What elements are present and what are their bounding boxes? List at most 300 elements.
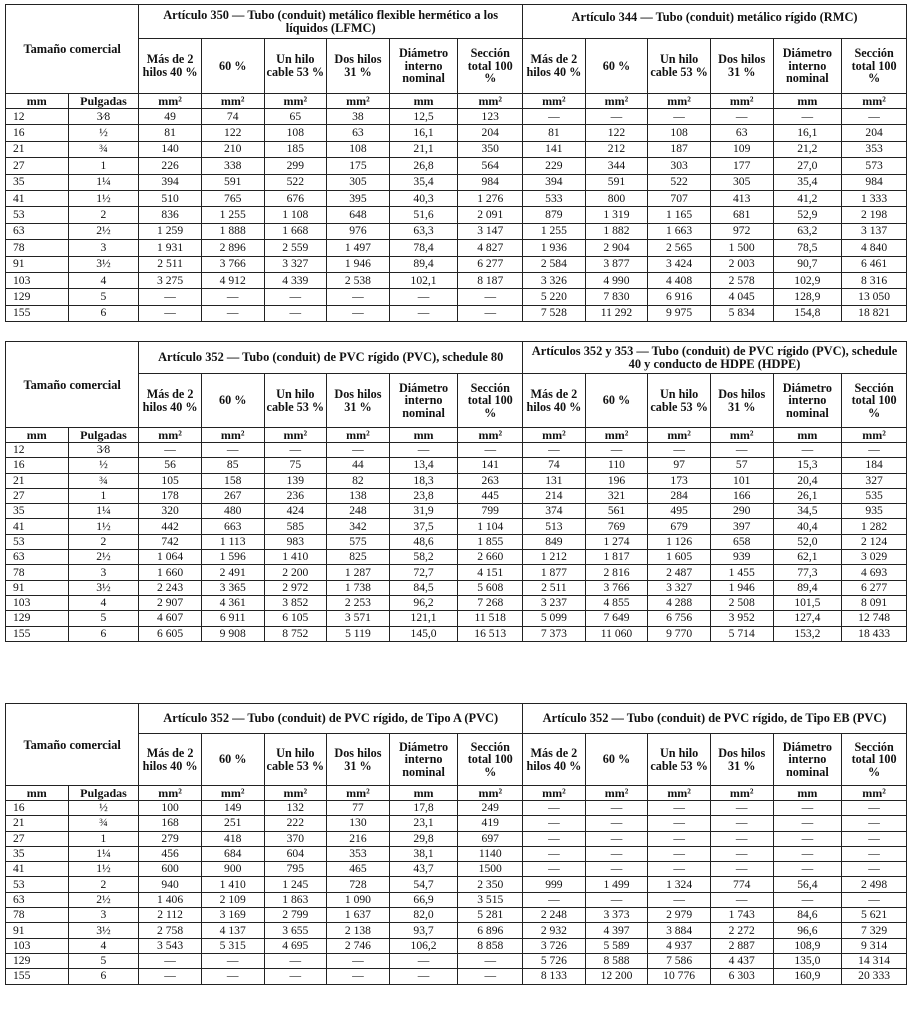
col-header: Diámetro interno nominal	[773, 734, 842, 786]
data-cell: 2 979	[648, 908, 711, 923]
tamano-comercial-header: Tamaño comercial	[6, 342, 139, 428]
data-cell: 394	[523, 174, 586, 190]
col-header: Un hilo cable 53 %	[264, 39, 327, 94]
data-cell: 101	[710, 473, 773, 488]
data-cell: 13,4	[389, 458, 458, 473]
data-cell: 305	[710, 174, 773, 190]
data-cell: —	[264, 305, 327, 321]
data-cell: 3 424	[648, 256, 711, 272]
data-cell: —	[648, 109, 711, 125]
data-cell: 2 487	[648, 565, 711, 580]
data-cell: 535	[842, 488, 907, 503]
data-cell: 3 571	[327, 611, 390, 626]
data-cell: 131	[523, 473, 586, 488]
col-header: Un hilo cable 53 %	[264, 734, 327, 786]
data-cell: 226	[139, 158, 202, 174]
data-cell: 78,4	[389, 240, 458, 256]
data-cell: 1 245	[264, 877, 327, 892]
data-cell: 74	[201, 109, 264, 125]
size-inch-cell: ½	[68, 458, 139, 473]
data-cell: 4 288	[648, 595, 711, 610]
data-cell: 90,7	[773, 256, 842, 272]
data-cell: 251	[201, 816, 264, 831]
data-cell: 267	[201, 488, 264, 503]
data-cell: —	[648, 831, 711, 846]
data-cell: 216	[327, 831, 390, 846]
data-cell: 1 637	[327, 908, 390, 923]
data-cell: 4 912	[201, 272, 264, 288]
data-cell: 1 108	[264, 207, 327, 223]
data-cell: 7 268	[458, 595, 523, 610]
data-cell: 676	[264, 190, 327, 206]
col-header: Un hilo cable 53 %	[648, 374, 711, 428]
table-row	[6, 908, 907, 923]
data-cell: 2 124	[842, 534, 907, 549]
data-cell: 63,3	[389, 223, 458, 239]
data-cell: 4 693	[842, 565, 907, 580]
data-cell: 2 248	[523, 908, 586, 923]
data-cell: 4 937	[648, 938, 711, 953]
data-cell: 40,4	[773, 519, 842, 534]
data-cell: —	[773, 816, 842, 831]
data-cell: —	[201, 443, 264, 458]
size-mm-cell: 129	[6, 611, 69, 626]
data-cell: 3 326	[523, 272, 586, 288]
data-cell: 11 518	[458, 611, 523, 626]
data-cell: 456	[139, 846, 202, 861]
size-mm-cell: 35	[6, 504, 69, 519]
data-cell: 127,4	[773, 611, 842, 626]
col-header: Un hilo cable 53 %	[648, 39, 711, 94]
col-header: Un hilo cable 53 %	[264, 374, 327, 428]
data-cell: 248	[327, 504, 390, 519]
data-cell: 2 491	[201, 565, 264, 580]
data-cell: —	[389, 305, 458, 321]
data-cell: —	[523, 816, 586, 831]
size-inch-cell: 1	[68, 158, 139, 174]
data-cell: 353	[327, 846, 390, 861]
data-cell: 154,8	[773, 305, 842, 321]
data-cell: 84,5	[389, 580, 458, 595]
data-cell: 284	[648, 488, 711, 503]
data-cell: —	[773, 109, 842, 125]
data-cell: 7 586	[648, 953, 711, 968]
data-cell: 37,5	[389, 519, 458, 534]
size-mm-cell: 35	[6, 174, 69, 190]
data-cell: 4 855	[585, 595, 648, 610]
data-cell: 1 410	[201, 877, 264, 892]
data-cell: 3 877	[585, 256, 648, 272]
col-header: 60 %	[585, 39, 648, 94]
table-row	[6, 534, 907, 549]
data-cell: 3 655	[264, 923, 327, 938]
data-cell: 585	[264, 519, 327, 534]
data-cell: 108,9	[773, 938, 842, 953]
data-cell: 3 029	[842, 550, 907, 565]
data-cell: —	[523, 443, 586, 458]
data-cell: 139	[264, 473, 327, 488]
data-cell: 16,1	[389, 125, 458, 141]
data-cell: 679	[648, 519, 711, 534]
data-cell: 6 756	[648, 611, 711, 626]
col-header: Más de 2 hilos 40 %	[139, 374, 202, 428]
size-mm-cell: 91	[6, 256, 69, 272]
data-cell: 41,2	[773, 190, 842, 206]
data-cell: 742	[139, 534, 202, 549]
size-mm-cell: 103	[6, 595, 69, 610]
data-cell: 10 776	[648, 969, 711, 984]
data-cell: 1 855	[458, 534, 523, 549]
col-header: Sección total 100 %	[842, 734, 907, 786]
data-cell: 184	[842, 458, 907, 473]
data-cell: 303	[648, 158, 711, 174]
data-cell: 132	[264, 801, 327, 816]
data-cell: 78,5	[773, 240, 842, 256]
data-cell: 4 827	[458, 240, 523, 256]
unit-cell: mm²	[139, 428, 202, 443]
table-row	[6, 816, 907, 831]
data-cell: 2 272	[710, 923, 773, 938]
size-inch-cell: 6	[68, 305, 139, 321]
data-cell: —	[710, 816, 773, 831]
table-row	[6, 580, 907, 595]
data-cell: 2 746	[327, 938, 390, 953]
data-cell: 18,3	[389, 473, 458, 488]
unit-cell: mm	[773, 428, 842, 443]
data-cell: 2 907	[139, 595, 202, 610]
data-cell: 533	[523, 190, 586, 206]
data-cell: 49	[139, 109, 202, 125]
data-cell: —	[842, 846, 907, 861]
data-cell: 2 932	[523, 923, 586, 938]
size-inch-cell: 2	[68, 877, 139, 892]
data-cell: 4 990	[585, 272, 648, 288]
data-cell: 350	[458, 141, 523, 157]
data-cell: 1 946	[327, 256, 390, 272]
table-row	[6, 125, 907, 141]
data-cell: 57	[710, 458, 773, 473]
data-cell: 591	[201, 174, 264, 190]
data-cell: 1 499	[585, 877, 648, 892]
data-cell: 166	[710, 488, 773, 503]
data-cell: 108	[648, 125, 711, 141]
data-cell: 648	[327, 207, 390, 223]
data-cell: 1 282	[842, 519, 907, 534]
data-cell: —	[773, 831, 842, 846]
article-title-right: Artículo 344 — Tubo (conduit) metálico rígido (RMC)	[523, 5, 907, 39]
data-cell: 38,1	[389, 846, 458, 861]
table-row	[6, 190, 907, 206]
data-cell: 1 663	[648, 223, 711, 239]
data-cell: 20 333	[842, 969, 907, 984]
data-cell: 3 726	[523, 938, 586, 953]
data-cell: —	[710, 892, 773, 907]
col-header: Dos hilos 31 %	[710, 734, 773, 786]
unit-cell: mm²	[458, 94, 523, 109]
size-mm-cell: 63	[6, 550, 69, 565]
data-cell: 7 329	[842, 923, 907, 938]
data-cell: 29,8	[389, 831, 458, 846]
data-cell: 4 408	[648, 272, 711, 288]
data-cell: 1 287	[327, 565, 390, 580]
size-mm-cell: 12	[6, 443, 69, 458]
table-row	[6, 141, 907, 157]
data-cell: —	[842, 816, 907, 831]
data-cell: —	[458, 443, 523, 458]
data-cell: 81	[523, 125, 586, 141]
data-cell: 185	[264, 141, 327, 157]
data-cell: 214	[523, 488, 586, 503]
data-cell: 9 314	[842, 938, 907, 953]
data-cell: —	[523, 862, 586, 877]
unit-cell: mm²	[523, 94, 586, 109]
tamano-comercial-header: Tamaño comercial	[6, 704, 139, 786]
data-cell: 825	[327, 550, 390, 565]
data-cell: 279	[139, 831, 202, 846]
data-cell: 89,4	[389, 256, 458, 272]
data-cell: 82	[327, 473, 390, 488]
data-cell: 82,0	[389, 908, 458, 923]
data-cell: 3 365	[201, 580, 264, 595]
unit-cell: mm²	[264, 94, 327, 109]
data-cell: 6 105	[264, 611, 327, 626]
data-cell: —	[327, 305, 390, 321]
data-cell: 2 799	[264, 908, 327, 923]
size-inch-cell: 5	[68, 611, 139, 626]
data-cell: 177	[710, 158, 773, 174]
data-cell: 4 045	[710, 289, 773, 305]
size-mm-cell: 16	[6, 125, 69, 141]
size-mm-cell: 21	[6, 473, 69, 488]
data-cell: 7 649	[585, 611, 648, 626]
data-cell: 1 113	[201, 534, 264, 549]
size-inch-cell: 3½	[68, 580, 139, 595]
data-cell: 21,2	[773, 141, 842, 157]
data-cell: 84,6	[773, 908, 842, 923]
size-mm-cell: 21	[6, 816, 69, 831]
data-cell: —	[139, 443, 202, 458]
data-cell: —	[585, 846, 648, 861]
col-header: Sección total 100 %	[842, 374, 907, 428]
data-cell: 16 513	[458, 626, 523, 641]
data-cell: —	[710, 801, 773, 816]
data-cell: 175	[327, 158, 390, 174]
data-cell: —	[585, 109, 648, 125]
data-cell: 5 834	[710, 305, 773, 321]
data-cell: 35,4	[389, 174, 458, 190]
data-cell: 4 151	[458, 565, 523, 580]
data-cell: 7 528	[523, 305, 586, 321]
data-cell: 2 243	[139, 580, 202, 595]
data-cell: 16,1	[773, 125, 842, 141]
data-cell: 110	[585, 458, 648, 473]
size-mm-cell: 16	[6, 458, 69, 473]
data-cell: 799	[458, 504, 523, 519]
data-cell: 74	[523, 458, 586, 473]
data-cell: —	[264, 443, 327, 458]
data-cell: 173	[648, 473, 711, 488]
data-cell: 397	[710, 519, 773, 534]
data-cell: —	[264, 953, 327, 968]
data-cell: 9 908	[201, 626, 264, 641]
size-mm-cell: 27	[6, 831, 69, 846]
size-inch-cell: ¾	[68, 473, 139, 488]
data-cell: 12 748	[842, 611, 907, 626]
data-cell: 3 515	[458, 892, 523, 907]
data-cell: —	[458, 289, 523, 305]
data-cell: —	[773, 862, 842, 877]
unit-cell: mm	[389, 428, 458, 443]
data-cell: 6 461	[842, 256, 907, 272]
data-cell: 573	[842, 158, 907, 174]
data-cell: —	[264, 289, 327, 305]
data-cell: 1 276	[458, 190, 523, 206]
data-cell: 8 588	[585, 953, 648, 968]
data-cell: 100	[139, 801, 202, 816]
data-cell: 21,1	[389, 141, 458, 157]
col-header: Dos hilos 31 %	[327, 734, 390, 786]
data-cell: 769	[585, 519, 648, 534]
data-cell: 3 884	[648, 923, 711, 938]
article-title-left: Artículo 352 — Tubo (conduit) de PVC rígido (PVC), schedule 80	[139, 342, 523, 374]
data-cell: —	[585, 801, 648, 816]
data-cell: 187	[648, 141, 711, 157]
data-cell: 178	[139, 488, 202, 503]
unit-pulgadas-header: Pulgadas	[68, 786, 139, 801]
data-cell: 2 138	[327, 923, 390, 938]
data-cell: 2 253	[327, 595, 390, 610]
table-row	[6, 305, 907, 321]
data-cell: 5 621	[842, 908, 907, 923]
data-cell: —	[389, 443, 458, 458]
data-cell: 8 752	[264, 626, 327, 641]
col-header: Más de 2 hilos 40 %	[139, 734, 202, 786]
data-cell: —	[585, 862, 648, 877]
size-mm-cell: 129	[6, 289, 69, 305]
data-cell: 5 119	[327, 626, 390, 641]
data-cell: 145,0	[389, 626, 458, 641]
data-cell: 3 952	[710, 611, 773, 626]
size-mm-cell: 35	[6, 846, 69, 861]
data-cell: 984	[458, 174, 523, 190]
data-cell: 1 660	[139, 565, 202, 580]
data-cell: —	[523, 846, 586, 861]
unit-cell: mm²	[458, 428, 523, 443]
data-cell: 101,5	[773, 595, 842, 610]
size-mm-cell: 91	[6, 580, 69, 595]
unit-cell: mm	[389, 94, 458, 109]
col-header: Un hilo cable 53 %	[648, 734, 711, 786]
data-cell: 765	[201, 190, 264, 206]
data-cell: 1 212	[523, 550, 586, 565]
data-cell: 1 090	[327, 892, 390, 907]
data-cell: 1 936	[523, 240, 586, 256]
data-cell: 6 277	[842, 580, 907, 595]
data-cell: —	[710, 831, 773, 846]
data-cell: —	[585, 443, 648, 458]
size-inch-cell: 5	[68, 289, 139, 305]
data-cell: 54,7	[389, 877, 458, 892]
size-inch-cell: 3	[68, 565, 139, 580]
data-cell: 138	[327, 488, 390, 503]
data-cell: —	[523, 831, 586, 846]
data-cell: 3 275	[139, 272, 202, 288]
data-cell: —	[585, 831, 648, 846]
data-cell: 17,8	[389, 801, 458, 816]
col-header: Más de 2 hilos 40 %	[523, 734, 586, 786]
data-cell: 3 766	[201, 256, 264, 272]
data-cell: 2 350	[458, 877, 523, 892]
data-cell: 658	[710, 534, 773, 549]
size-inch-cell: 1	[68, 831, 139, 846]
data-cell: 263	[458, 473, 523, 488]
data-cell: 3 137	[842, 223, 907, 239]
data-cell: 5 281	[458, 908, 523, 923]
table-row	[6, 938, 907, 953]
data-cell: 11 060	[585, 626, 648, 641]
unit-cell: mm²	[648, 94, 711, 109]
data-cell: 5 315	[201, 938, 264, 953]
data-cell: 900	[201, 862, 264, 877]
data-cell: —	[327, 443, 390, 458]
data-cell: 5 099	[523, 611, 586, 626]
table-row	[6, 519, 907, 534]
data-cell: 935	[842, 504, 907, 519]
table-row	[6, 892, 907, 907]
data-cell: 2 896	[201, 240, 264, 256]
data-cell: —	[648, 801, 711, 816]
unit-cell: mm	[389, 786, 458, 801]
data-cell: 1 596	[201, 550, 264, 565]
data-cell: 522	[648, 174, 711, 190]
data-cell: 26,8	[389, 158, 458, 174]
data-cell: 15,3	[773, 458, 842, 473]
data-cell: 3 169	[201, 908, 264, 923]
data-cell: —	[139, 969, 202, 984]
data-cell: 85	[201, 458, 264, 473]
data-cell: —	[585, 816, 648, 831]
data-cell: —	[201, 289, 264, 305]
size-inch-cell: 4	[68, 595, 139, 610]
col-header: Diámetro interno nominal	[773, 374, 842, 428]
size-inch-cell: ½	[68, 125, 139, 141]
data-cell: 5 220	[523, 289, 586, 305]
data-cell: 106,2	[389, 938, 458, 953]
data-cell: —	[842, 443, 907, 458]
data-cell: 836	[139, 207, 202, 223]
data-cell: 684	[201, 846, 264, 861]
data-cell: —	[389, 969, 458, 984]
data-cell: —	[389, 289, 458, 305]
data-cell: 4 695	[264, 938, 327, 953]
data-cell: 6 605	[139, 626, 202, 641]
data-cell: 108	[264, 125, 327, 141]
data-cell: 3 237	[523, 595, 586, 610]
data-cell: 374	[523, 504, 586, 519]
data-cell: 591	[585, 174, 648, 190]
size-mm-cell: 41	[6, 862, 69, 877]
table-row	[6, 877, 907, 892]
unit-mm-header: mm	[6, 94, 69, 109]
data-cell: 6 303	[710, 969, 773, 984]
unit-cell: mm²	[842, 428, 907, 443]
table-lfmc-rmc	[5, 4, 907, 322]
data-cell: —	[773, 443, 842, 458]
unit-cell: mm²	[139, 786, 202, 801]
data-cell: 158	[201, 473, 264, 488]
data-cell: 9 770	[648, 626, 711, 641]
unit-cell: mm²	[648, 786, 711, 801]
